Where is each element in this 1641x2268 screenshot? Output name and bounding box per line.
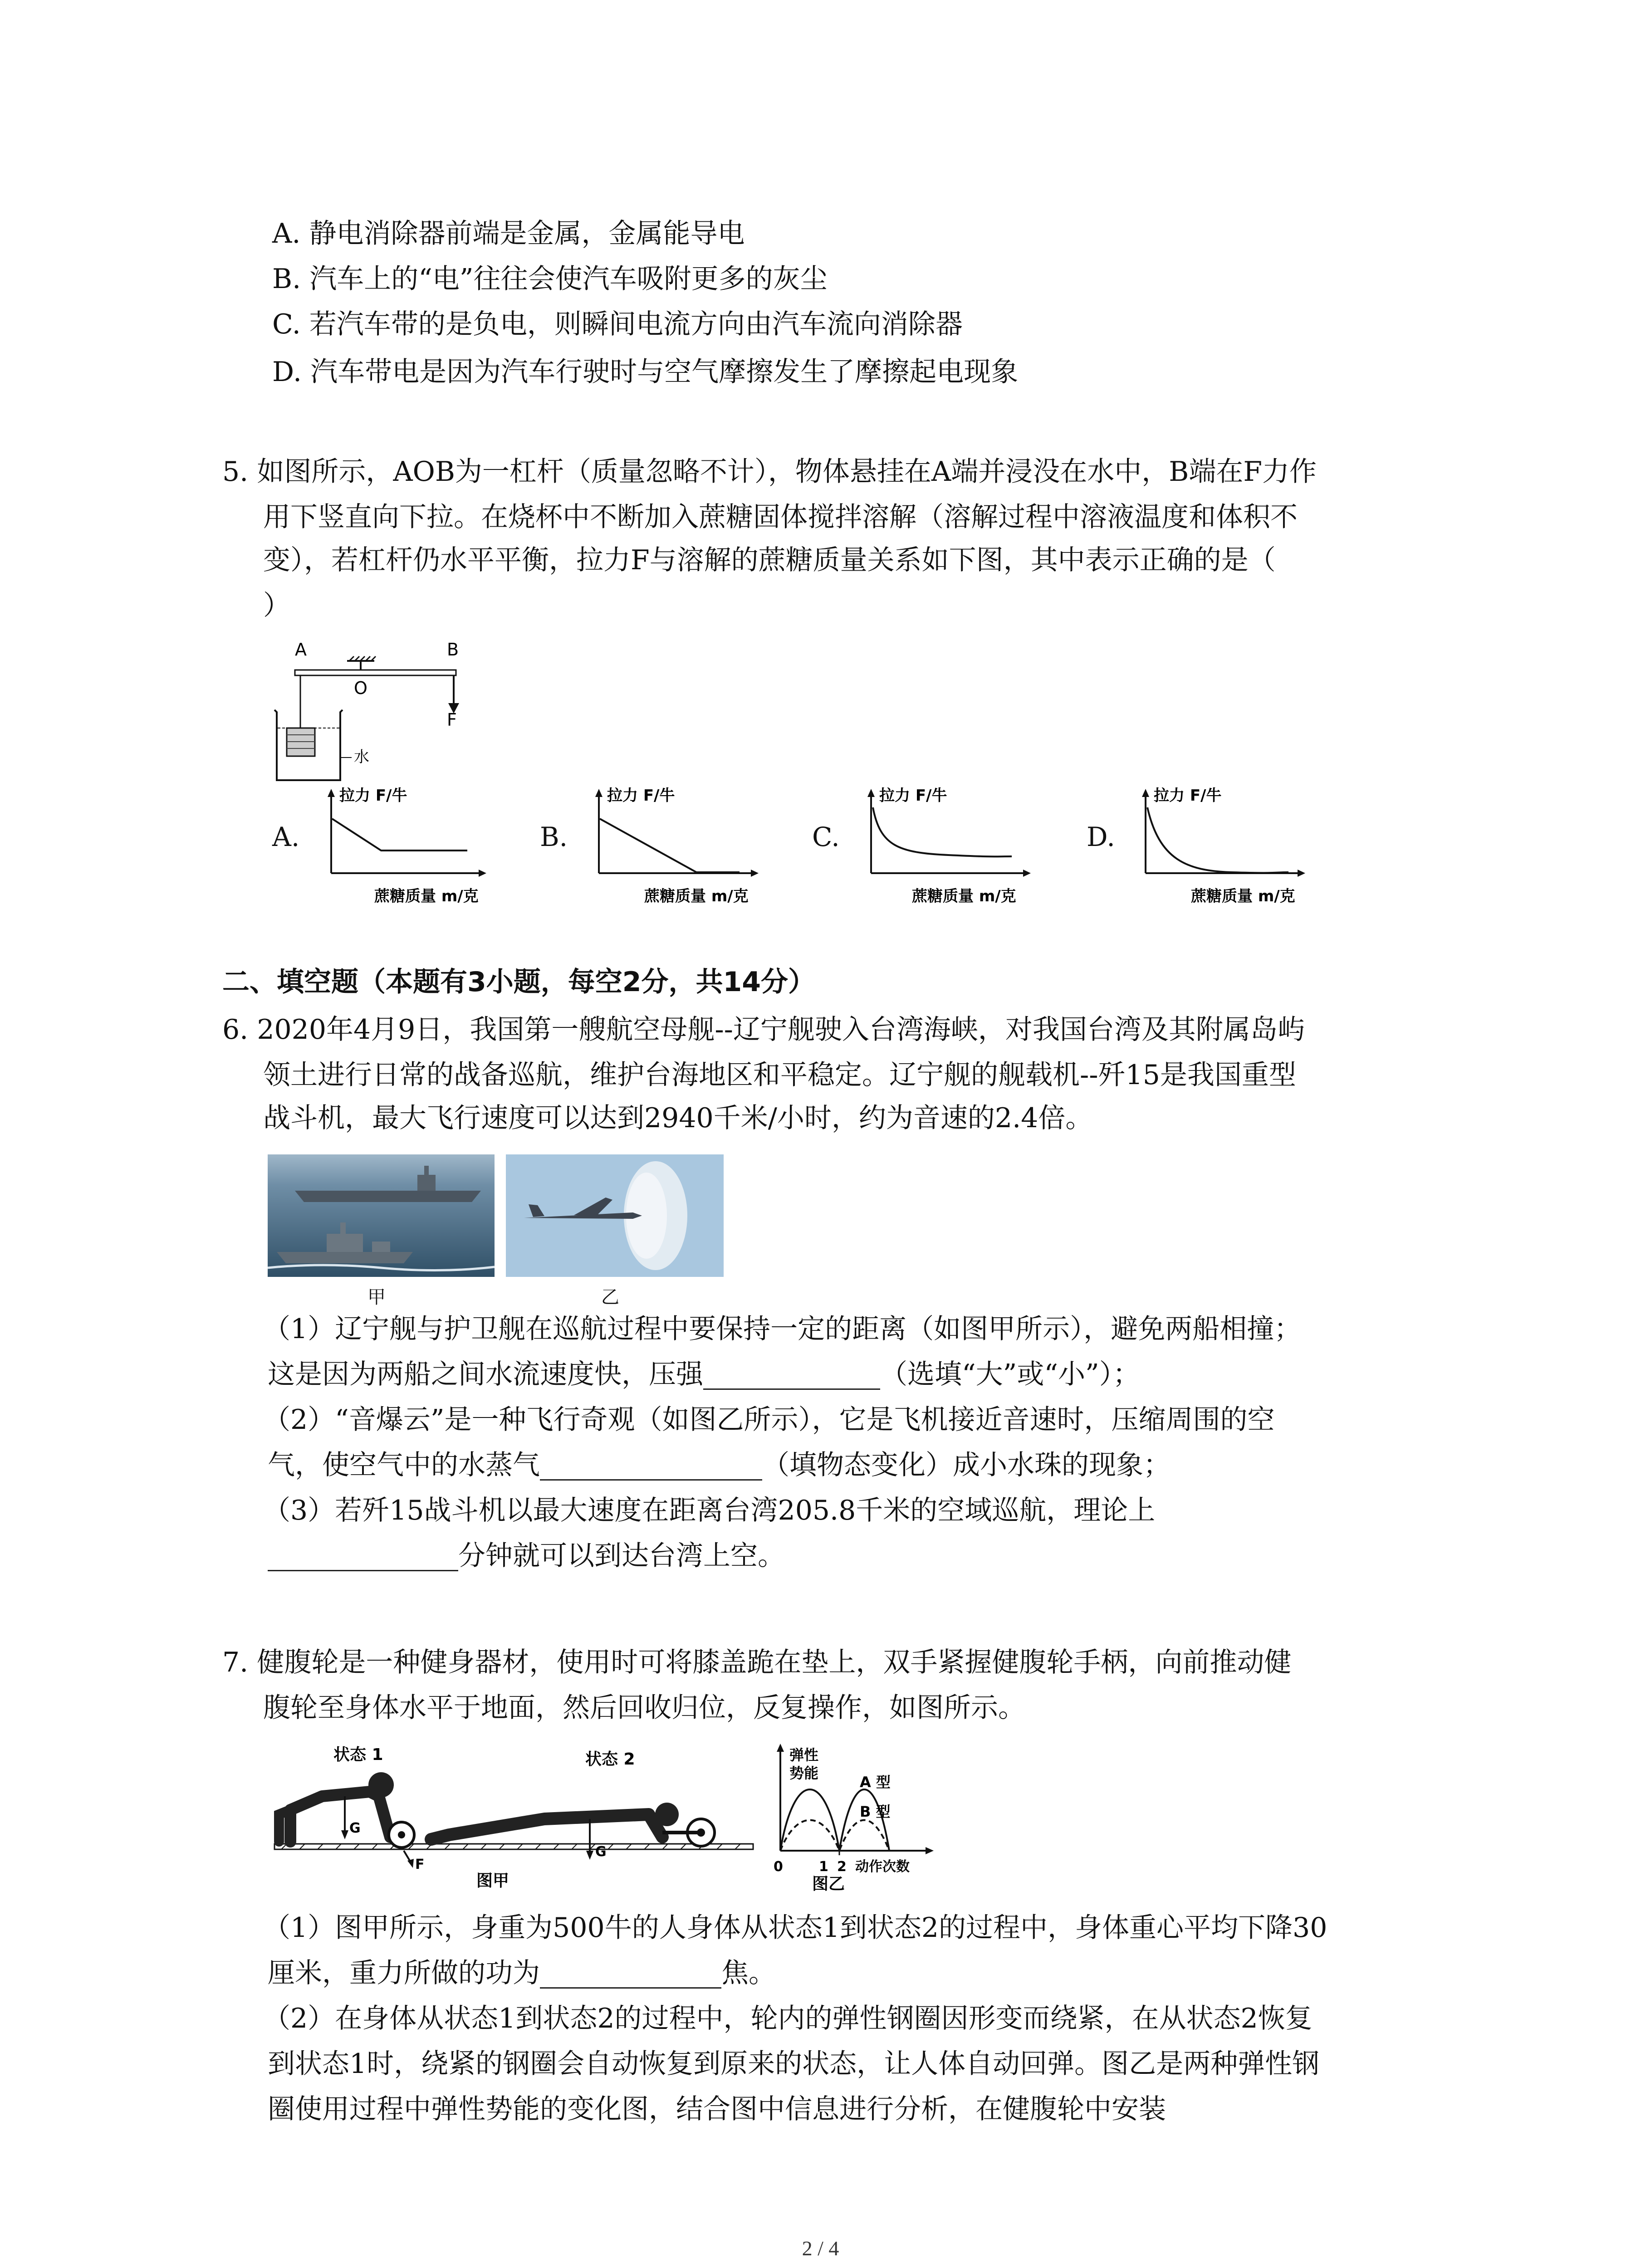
state1-f-label: F — [415, 1857, 425, 1872]
state1-label: 状态 1 — [333, 1745, 383, 1764]
q5-line-2: 用下竖直向下拉。在烧杯中不断加入蔗糖固体搅拌溶解（溶解过程中溶液温度和体积不 — [263, 501, 1298, 533]
q7-sub1-unit: 焦。 — [721, 1957, 776, 1989]
answer-blank-2[interactable] — [540, 1447, 762, 1481]
q5-line-4: ） — [263, 590, 290, 621]
lever-label-f: F — [447, 710, 457, 730]
q4-option-d: D. 汽车带电是因为汽车行驶时与空气摩擦发生了摩擦起电现象 — [272, 356, 1019, 388]
q6-sub2-text: 气，使空气中的水蒸气 — [268, 1449, 540, 1481]
q5-line-1: 5. 如图所示，AOB为一杠杆（质量忽略不计），物体悬挂在A端并浸没在水中，B端在F力作 — [222, 456, 1317, 488]
graph-a-label: A. — [272, 821, 300, 852]
graph-b-label: B. — [540, 821, 568, 852]
photo-label-yi: 乙 — [601, 1287, 619, 1308]
graph-b-xlabel: 蔗糖质量 m/克 — [644, 887, 749, 905]
fig-jia-label: 图甲 — [476, 1872, 509, 1890]
graph-a-xlabel: 蔗糖质量 m/克 — [374, 887, 479, 905]
lever-diagram — [263, 637, 499, 787]
q4-option-c: C. 若汽车带的是负电，则瞬间电流方向由汽车流向消除器 — [272, 308, 963, 340]
q6-sub3-text: 分钟就可以到达台湾上空。 — [458, 1540, 785, 1572]
q6-sub2-hint: （填物态变化）成小水珠的现象； — [762, 1449, 1171, 1481]
graph-yi-ylabel-2: 势能 — [789, 1765, 819, 1782]
q7-line-2: 腹轮至身体水平于地面，然后回收归位，反复操作，如图所示。 — [263, 1692, 1025, 1724]
graph-yi-ylabel-1: 弹性 — [789, 1746, 819, 1764]
q6-sub3-line-2 — [268, 1535, 785, 1576]
graph-yi-tick-0: 0 — [774, 1859, 783, 1875]
q7-sub2-line-2: 到状态1时，绕紧的钢圈会自动恢复到原来的状态，让人体自动回弹。图乙是两种弹性钢 — [268, 2048, 1320, 2080]
graph-c-label: C. — [812, 821, 840, 852]
state2-label: 状态 2 — [585, 1750, 635, 1769]
graph-c-xlabel: 蔗糖质量 m/克 — [912, 887, 1016, 905]
answer-blank-1[interactable] — [703, 1357, 880, 1390]
graph-a-ylabel: 拉力 F/牛 — [339, 787, 407, 805]
q4-option-a: A. 静电消除器前端是金属，金属能导电 — [272, 218, 745, 249]
graph-c — [857, 782, 1034, 907]
q6-line-3: 战斗机，最大飞行速度可以达到2940千米/小时，约为音速的2.4倍。 — [263, 1102, 1093, 1134]
ab-roller-figure — [272, 1742, 975, 1892]
q6-sub3-line-1: （3）若歼15战斗机以最大速度在距离台湾205.8千米的空域巡航，理论上 — [263, 1495, 1156, 1526]
q5-line-3: 变），若杠杆仍水平平衡，拉力F与溶解的蔗糖质量关系如下图，其中表示正确的是（ — [263, 544, 1276, 576]
q7-sub1-text: 厘米，重力所做的功为 — [268, 1957, 540, 1989]
answer-blank-4[interactable] — [540, 1955, 721, 1989]
section-2-heading: 二、填空题（本题有3小题，每空2分，共14分） — [222, 966, 815, 998]
q7-sub1-line-2 — [268, 1953, 776, 1994]
photo-warships — [268, 1154, 495, 1277]
graph-a — [318, 782, 490, 907]
page-number: 2 / 4 — [802, 2237, 839, 2260]
q6-line-2: 领土进行日常的战备巡航，维护台海地区和平稳定。辽宁舰的舰载机--歼15是我国重型 — [263, 1059, 1296, 1091]
state2-g-label: G — [595, 1844, 607, 1860]
q6-sub2-line-1: （2）“音爆云”是一种飞行奇观（如图乙所示），它是飞机接近音速时，压缩周围的空 — [263, 1404, 1275, 1436]
graph-c-ylabel: 拉力 F/牛 — [879, 787, 947, 805]
graph-d — [1132, 782, 1309, 907]
photo-label-jia: 甲 — [367, 1287, 386, 1308]
q7-sub2-line-3: 圈使用过程中弹性势能的变化图，结合图中信息进行分析，在健腹轮中安装 — [268, 2093, 1166, 2125]
graph-d-ylabel: 拉力 F/牛 — [1154, 787, 1222, 805]
q6-sub1-hint: （选填“大”或“小”）； — [880, 1359, 1140, 1390]
graph-d-label: D. — [1087, 821, 1115, 852]
q7-line-1: 7. 健腹轮是一种健身器材，使用时可将膝盖跪在垫上，双手紧握健腹轮手柄，向前推动健 — [222, 1647, 1292, 1678]
q7-sub2-line-1: （2）在身体从状态1到状态2的过程中，轮内的弹性钢圈因形变而绕紧，在从状态2恢复 — [263, 2003, 1313, 2034]
q6-sub2-line-2 — [268, 1445, 1171, 1486]
graph-b — [585, 782, 762, 907]
graph-b-ylabel: 拉力 F/牛 — [607, 787, 675, 805]
lever-label-o: O — [354, 678, 367, 698]
q6-sub1-line-1: （1）辽宁舰与护卫舰在巡航过程中要保持一定的距离（如图甲所示），避免两船相撞； — [263, 1313, 1302, 1345]
q6-sub1-line-2 — [268, 1354, 1140, 1395]
q7-sub1-line-1: （1）图甲所示，身重为500牛的人身体从状态1到状态2的过程中，身体重心平均下降30 — [263, 1912, 1327, 1944]
lever-label-a: A — [295, 640, 307, 660]
fig-yi-label: 图乙 — [812, 1875, 845, 1892]
lever-label-water: 水 — [354, 748, 369, 766]
graph-d-xlabel: 蔗糖质量 m/克 — [1191, 887, 1295, 905]
state1-g-label: G — [349, 1820, 361, 1836]
graph-yi-tick-1: 1 — [819, 1859, 828, 1875]
lever-label-b: B — [447, 640, 459, 660]
photo-sonic-boom-jet — [506, 1154, 724, 1277]
graph-yi-tick-2: 2 — [837, 1859, 847, 1875]
type-a-label: A 型 — [860, 1774, 891, 1791]
q4-option-b: B. 汽车上的“电”往往会使汽车吸附更多的灰尘 — [272, 263, 828, 295]
q6-line-1: 6. 2020年4月9日，我国第一艘航空母舰--辽宁舰驶入台湾海峡，对我国台湾及其附属岛屿 — [222, 1014, 1305, 1046]
answer-blank-3[interactable] — [268, 1538, 458, 1571]
graph-yi-xlabel: 动作次数 — [855, 1859, 910, 1875]
q6-sub1-text: 这是因为两船之间水流速度快，压强 — [268, 1359, 703, 1390]
type-b-label: B 型 — [860, 1803, 891, 1820]
